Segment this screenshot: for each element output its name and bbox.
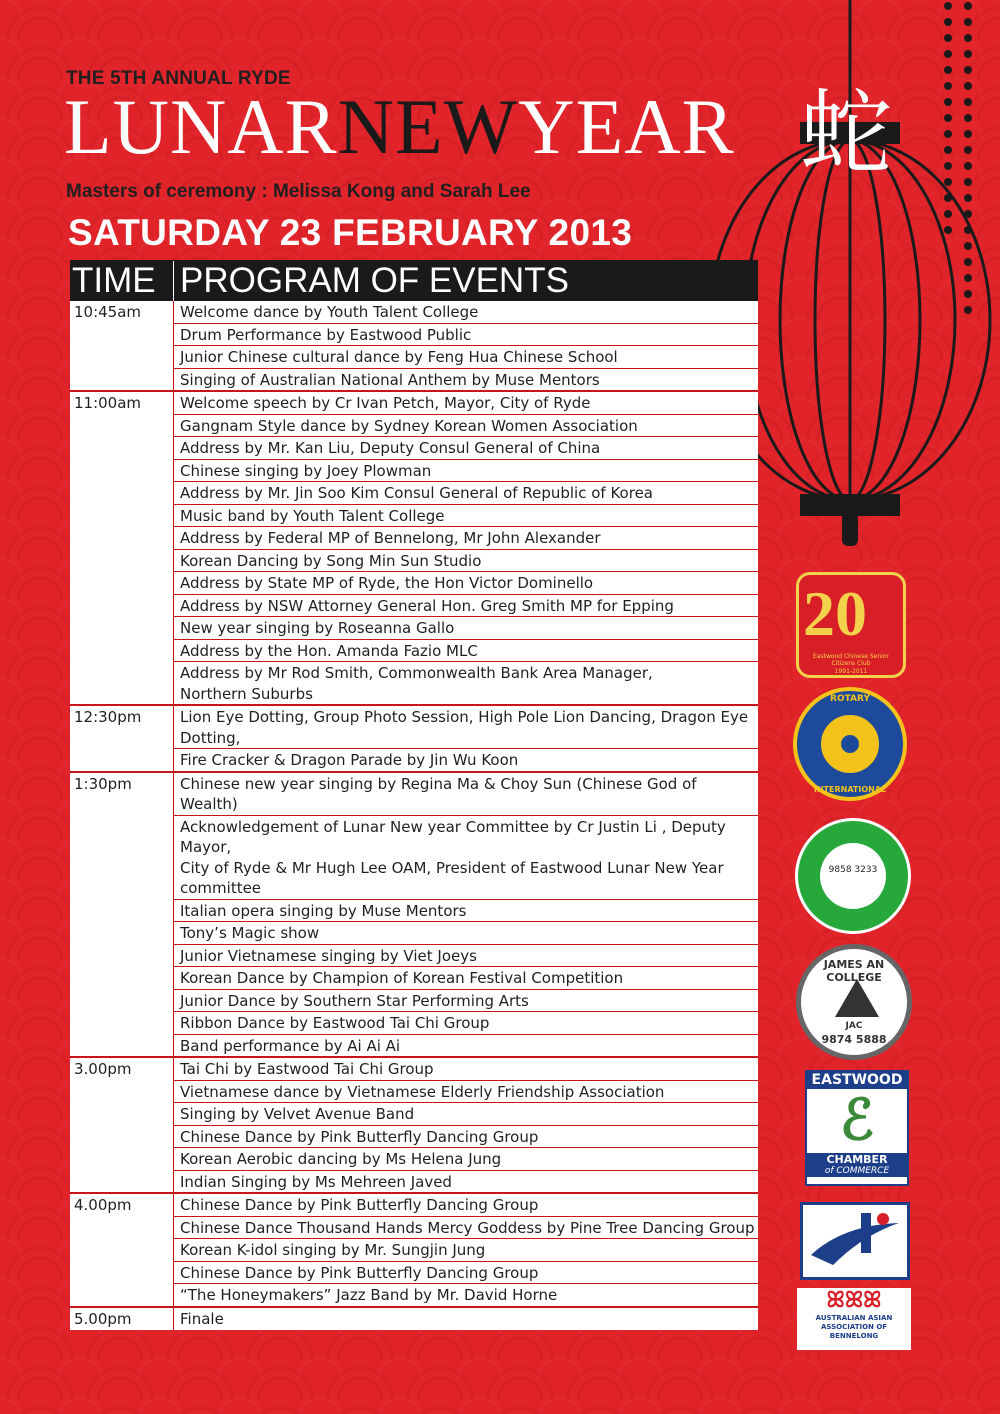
- program-header: [70, 260, 758, 301]
- event-item: Gangnam Style dance by Sydney Korean Women Association: [174, 415, 758, 438]
- event-item: Chinese Dance by Pink Butterfly Dancing Group: [174, 1194, 758, 1217]
- swoosh-icon: [803, 1205, 907, 1277]
- eca-top: EASTWOOD: [807, 1072, 907, 1089]
- james-an-college-logo: [796, 944, 912, 1060]
- logo-number: 20: [803, 578, 867, 649]
- time-slot: [70, 1306, 758, 1330]
- program-slots: [70, 301, 758, 1330]
- rotary-wheel-icon: [815, 709, 885, 779]
- jac-phone: 9874 5888: [821, 1033, 887, 1046]
- event-item: Finale: [180, 1309, 224, 1328]
- title-year: YEAR: [518, 83, 735, 170]
- jac-abbr: JAC: [845, 1021, 863, 1031]
- triangle-icon: [835, 979, 879, 1017]
- event-item: Tony’s Magic show: [174, 922, 758, 945]
- event-date: SATURDAY 23 FEBRUARY 2013: [68, 212, 633, 253]
- logo-years: 1991-2011: [834, 668, 868, 675]
- slot-time: 12:30pm: [70, 706, 174, 771]
- event-item: Address by Federal MP of Bennelong, Mr John Alexander: [174, 527, 758, 550]
- event-item: Italian opera singing by Muse Mentors: [174, 900, 758, 923]
- aab-line2: ASSOCIATION OF BENNELONG: [820, 1323, 888, 1340]
- slot-events: [174, 1058, 758, 1192]
- slot-events: [174, 392, 758, 704]
- event-item: Address by Mr Rod Smith, Commonwealth Bank Area Manager, Northern Suburbs: [180, 664, 653, 703]
- time-column-header: TIME: [70, 261, 174, 301]
- event-item: Chinese new year singing by Regina Ma & Choy Sun (Chinese God of Wealth): [174, 773, 758, 816]
- event-item: Tai Chi by Eastwood Tai Chi Group: [174, 1058, 758, 1081]
- event-item: Acknowledgement of Lunar New year Committee by Cr Justin Li , Deputy Mayor, City of Ryde & Mr Hugh Lee OAM, President of Eastwood Lunar New Year committee: [174, 816, 758, 900]
- time-slot: [70, 1056, 758, 1192]
- event-item: Chinese Dance by Pink Butterfly Dancing Group: [174, 1126, 758, 1149]
- event-item: Korean K-idol singing by Mr. Sungjin Jung: [174, 1239, 758, 1262]
- eca-emblem-icon: ℰ: [840, 1090, 874, 1152]
- event-item: Chinese Dance by Pink Butterfly Dancing Group: [174, 1262, 758, 1285]
- rotary-logo: [793, 687, 907, 801]
- event-subtitle: THE 5TH ANNUAL RYDE: [66, 68, 291, 89]
- program-table: [70, 260, 758, 1330]
- eastwood-chamber-seal-logo: [795, 818, 911, 934]
- title-new: NEW: [337, 83, 519, 170]
- time-slot: [70, 771, 758, 1057]
- time-slot: [70, 1192, 758, 1306]
- event-item: Welcome dance by Youth Talent College: [174, 301, 758, 324]
- time-slot: [70, 390, 758, 704]
- eca-mid: CHAMBER: [807, 1153, 907, 1166]
- rotary-top-text: ROTARY: [830, 694, 870, 704]
- snake-character: 蛇: [800, 80, 893, 187]
- event-item: Singing of Australian National Anthem by Muse Mentors: [180, 370, 600, 389]
- title-lunar: LUNAR: [64, 83, 338, 170]
- masters-of-ceremony: Masters of ceremony : Melissa Kong and Sarah Lee: [66, 181, 531, 202]
- event-item: Ribbon Dance by Eastwood Tai Chi Group: [174, 1012, 758, 1035]
- jac-name: JAMES AN COLLEGE: [823, 958, 885, 984]
- event-item: Address by the Hon. Amanda Fazio MLC: [174, 640, 758, 663]
- event-item: Drum Performance by Eastwood Public: [174, 324, 758, 347]
- event-item: Vietnamese dance by Vietnamese Elderly Friendship Association: [174, 1081, 758, 1104]
- slot-time: 3.00pm: [70, 1058, 174, 1192]
- event-item: Band performance by Ai Ai Ai: [180, 1036, 401, 1055]
- event-item: Address by NSW Attorney General Hon. Greg Smith MP for Epping: [174, 595, 758, 618]
- australian-asian-association-logo: [797, 1288, 911, 1350]
- swoosh-sponsor-logo: [800, 1202, 910, 1280]
- event-item: Fire Cracker & Dragon Parade by Jin Wu Koon: [180, 751, 519, 769]
- event-item: Korean Dancing by Song Min Sun Studio: [174, 550, 758, 573]
- time-slot: [70, 704, 758, 771]
- logo-club-name: Eastwood Chinese Senior Citizens Club: [813, 653, 889, 667]
- event-item: Korean Dance by Champion of Korean Festival Competition: [174, 967, 758, 990]
- slot-events: [174, 1308, 758, 1330]
- event-item: Music band by Youth Talent College: [174, 505, 758, 528]
- event-item: Address by Mr. Jin Soo Kim Consul General of Republic of Korea: [174, 482, 758, 505]
- slot-events: [174, 1194, 758, 1306]
- event-item: New year singing by Roseanna Gallo: [174, 617, 758, 640]
- event-item: Indian Singing by Ms Mehreen Javed: [180, 1172, 452, 1191]
- event-item: “The Honeymakers” Jazz Band by Mr. David Horne: [180, 1286, 558, 1304]
- slot-events: [174, 706, 758, 771]
- aab-line1: AUSTRALIAN ASIAN: [815, 1314, 893, 1322]
- event-title: [64, 83, 735, 170]
- slot-events: [174, 301, 758, 390]
- event-item: Junior Dance by Southern Star Performing Arts: [174, 990, 758, 1013]
- event-item: Chinese singing by Joey Plowman: [174, 460, 758, 483]
- slot-time: 4.00pm: [70, 1194, 174, 1306]
- slot-events: [174, 773, 758, 1057]
- event-item: Korean Aerobic dancing by Ms Helena Jung: [174, 1148, 758, 1171]
- event-item: Junior Vietnamese singing by Viet Joeys: [174, 945, 758, 968]
- event-item: Welcome speech by Cr Ivan Petch, Mayor, City of Ryde: [174, 392, 758, 415]
- event-item: Junior Chinese cultural dance by Feng Hua Chinese School: [174, 346, 758, 369]
- slot-time: 10:45am: [70, 301, 174, 390]
- senior-citizens-club-logo: [796, 572, 906, 678]
- event-item: Singing by Velvet Avenue Band: [174, 1103, 758, 1126]
- slot-time: 1:30pm: [70, 773, 174, 1057]
- time-slot: [70, 301, 758, 390]
- eca-bottom: of COMMERCE: [807, 1166, 907, 1177]
- eastwood-chamber-of-commerce-logo: [805, 1070, 909, 1186]
- rotary-bottom-text: INTERNATIONAL: [813, 785, 887, 794]
- slot-time: 11:00am: [70, 392, 174, 704]
- event-item: Lion Eye Dotting, Group Photo Session, High Pole Lion Dancing, Dragon Eye Dotting,: [174, 706, 758, 749]
- slot-time: 5.00pm: [70, 1308, 174, 1330]
- event-item: Address by Mr. Kan Liu, Deputy Consul General of China: [174, 437, 758, 460]
- aab-mark-icon: ꕤꕤꕤ: [826, 1288, 882, 1313]
- event-item: Address by State MP of Ryde, the Hon Victor Dominello: [174, 572, 758, 595]
- chamber-phone: 9858 3233: [828, 865, 878, 875]
- event-item: Chinese Dance Thousand Hands Mercy Goddess by Pine Tree Dancing Group: [174, 1217, 758, 1240]
- events-column-header: PROGRAM OF EVENTS: [180, 261, 569, 300]
